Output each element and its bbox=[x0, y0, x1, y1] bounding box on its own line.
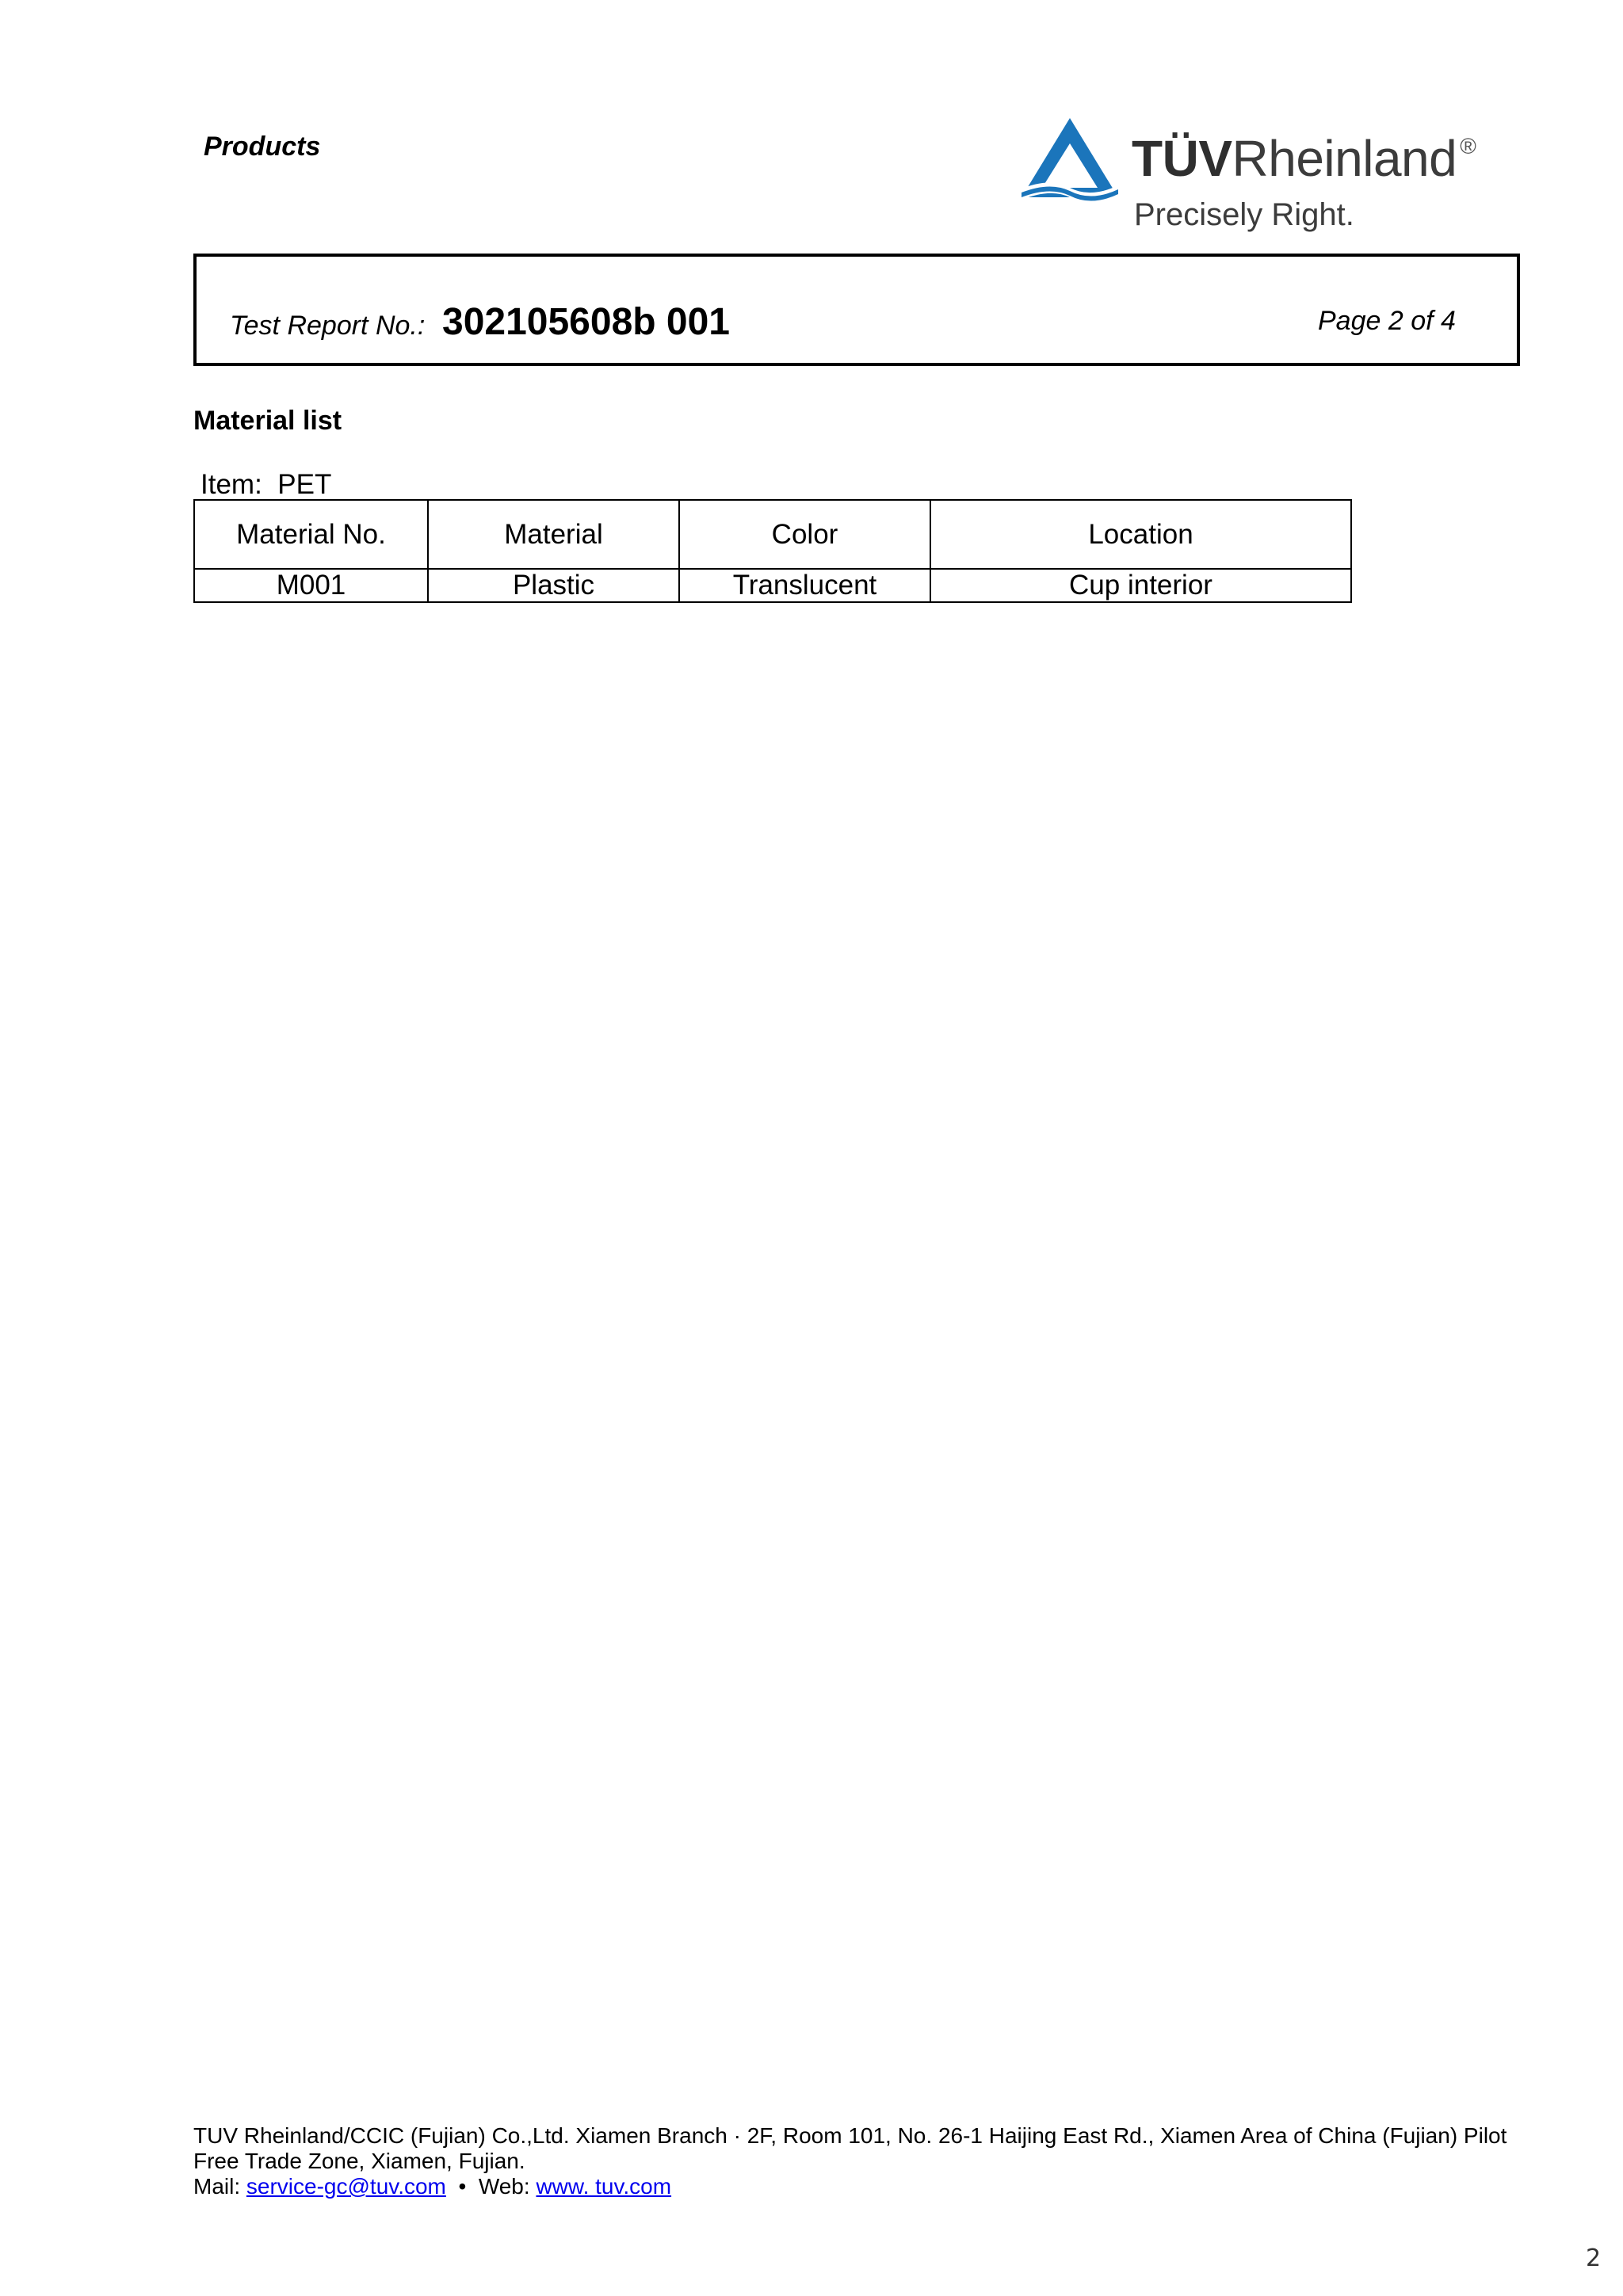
page-indicator: Page 2 of 4 bbox=[1318, 306, 1456, 336]
report-header-box bbox=[193, 254, 1520, 366]
mail-link[interactable]: service-gc@tuv.com bbox=[246, 2174, 446, 2199]
item-label: Item: bbox=[200, 469, 262, 500]
triangle-logo-icon bbox=[1018, 115, 1121, 202]
footer-address-line1: TUV Rheinland/CCIC (Fujian) Co.,Ltd. Xiamen Branch · 2F, Room 101, No. 26-1 Haijing East Rd., Xiamen Area of China (Fujian) Pilot bbox=[193, 2123, 1507, 2148]
footer bbox=[193, 2123, 1525, 2199]
tuv-rheinland-logo bbox=[1018, 115, 1510, 242]
item-line bbox=[200, 469, 331, 501]
table-row bbox=[194, 569, 1351, 602]
report-number: 302105608b 001 bbox=[442, 301, 730, 343]
web-label: Web: bbox=[478, 2174, 530, 2199]
cell-location: Cup interior bbox=[930, 569, 1351, 602]
footer-separator: • bbox=[458, 2174, 467, 2199]
footer-contact bbox=[193, 2174, 1525, 2199]
column-header-location: Location bbox=[930, 500, 1351, 569]
page-number: 2 bbox=[1586, 2245, 1602, 2272]
cell-color: Translucent bbox=[679, 569, 930, 602]
cell-material-no: M001 bbox=[194, 569, 428, 602]
report-label: Test Report No.: bbox=[230, 311, 426, 341]
material-table bbox=[193, 499, 1352, 603]
cell-material: Plastic bbox=[428, 569, 679, 602]
web-link[interactable]: www. tuv.com bbox=[536, 2174, 672, 2199]
column-header-material-no: Material No. bbox=[194, 500, 428, 569]
logo-tagline: Precisely Right. bbox=[1134, 197, 1354, 232]
mail-label: Mail: bbox=[193, 2174, 241, 2199]
column-header-material: Material bbox=[428, 500, 679, 569]
table-header-row bbox=[194, 500, 1351, 569]
section-label: Products bbox=[204, 132, 321, 162]
column-header-color: Color bbox=[679, 500, 930, 569]
logo-wordmark: TÜVRheinland ® bbox=[1132, 130, 1476, 187]
section-title: Material list bbox=[193, 406, 342, 436]
item-value: PET bbox=[277, 469, 332, 500]
footer-address-line2: Free Trade Zone, Xiamen, Fujian. bbox=[193, 2149, 525, 2173]
